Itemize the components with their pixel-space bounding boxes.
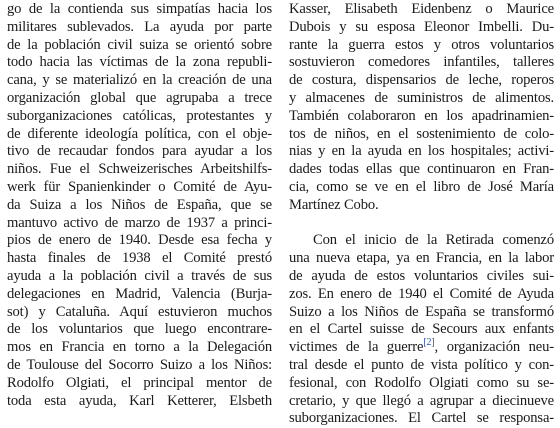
left-column	[7, 1, 272, 410]
text-line: Suizo a los Niños de España se transformó	[289, 303, 554, 320]
text-line: Con el inicio de la Retirada comenzó	[313, 232, 554, 249]
text-line-with-footnote	[289, 339, 554, 357]
text-line: Martínez Cobo.	[289, 196, 379, 213]
text-line: zos. En enero de 1940 el Comité de Ayuda	[289, 285, 554, 302]
text-line: mos en Francia en torno a la Delegación	[7, 339, 272, 356]
text-line: de los voluntarios que luego encontrare-	[7, 321, 272, 338]
text-line: cia, como se ve en el libro de José María	[289, 178, 554, 195]
text-line: militares sublevados. La ayuda por parte	[7, 18, 272, 35]
text-line: sostuvieron comedores infantiles, talleres	[289, 54, 554, 71]
text-line: suborganizaciones. El Cartel se responsa-	[289, 410, 554, 427]
text-line: fesional, con Rodolfo Olgiati como su se-	[289, 374, 554, 391]
text-line: tral desde el punto de vista político y con-	[289, 356, 554, 373]
text-line: de diferente ideología política, con el obje-	[7, 125, 272, 142]
text-line: go de la contienda sus simpatías hacia los	[7, 1, 272, 17]
text-line: cretario, y que llegó a agrupar a diecinueve	[289, 392, 554, 409]
text-line: organización global que agrupaba a trece	[7, 89, 272, 106]
text-line: Kasser, Elisabeth Eidenbenz o Maurice	[289, 1, 554, 17]
text-line: pios de enero de 1940. Desde esa fecha y	[7, 232, 272, 249]
text-line: suborganizaciones católicas, protestantes y	[7, 107, 272, 124]
text-line: hasta finales de 1938 el Comité prestó	[7, 250, 272, 267]
paragraph-gap	[289, 215, 554, 233]
text-fragment: victimes de la guerre	[289, 339, 424, 356]
text-line: delegaciones en Madrid, Valencia (Burja-	[7, 285, 272, 302]
text-line: niños. Fue el Schweizerisches Arbeitshilfs-	[7, 161, 272, 178]
text-line: tivo de recaudar fondos para ayudar a los	[7, 143, 272, 160]
text-fragment: , organización neu-	[434, 339, 554, 356]
text-line: nias y en la ayuda en los hospitales; activi-	[289, 143, 554, 160]
text-line: sot) y Cataluña. Aquí estuvieron muchos	[7, 303, 272, 320]
text-line: todo hacia las víctimas de la zona republi-	[7, 54, 272, 71]
text-line: de la población civil suiza se orientó sobre	[7, 36, 272, 53]
text-line: Rodolfo Olgiati, el principal mentor de	[7, 374, 272, 391]
footnote-link[interactable]: [2]	[423, 337, 435, 349]
text-line: tos de niños, en el sostenimiento de colo-	[289, 125, 554, 142]
text-line: de ayuda de estos voluntarios civiles sui-	[289, 267, 554, 284]
text-line: una nueva etapa, ya en Francia, en la labor	[289, 250, 554, 267]
text-line: dades todas ellas que continuaron en Fran-	[289, 161, 554, 178]
text-line: werk für Spanienkinder o Comité de Ayu-	[7, 178, 272, 195]
text-line: Dubois y su esposa Eleonor Imbelli. Du-	[289, 18, 554, 35]
text-line: toda esta ayuda, Karl Ketterer, Elsbeth	[7, 392, 272, 409]
text-line: mantuvo activo de marzo de 1937 a princi-	[7, 214, 272, 231]
text-line: da Suiza a los Niños de España, que se	[7, 196, 272, 213]
text-line: ayuda a la población civil a través de sus	[7, 267, 272, 284]
text-line: También colaboraron en los apadrinamien-	[289, 107, 554, 124]
text-line: cana, y se materializó en la creación de una	[7, 72, 272, 89]
text-line: de Toulouse del Socorro Suizo a los Niños:	[7, 356, 272, 373]
text-line: en el Cartel suisse de Secours aux enfants	[289, 321, 554, 338]
right-column	[289, 1, 554, 428]
text-line: de costura, dispensarios de leche, roperos	[289, 72, 554, 89]
text-line: rante la guerra estos y otros voluntarios	[289, 36, 554, 53]
text-line: y almacenes de suministros de alimentos.	[289, 89, 554, 106]
